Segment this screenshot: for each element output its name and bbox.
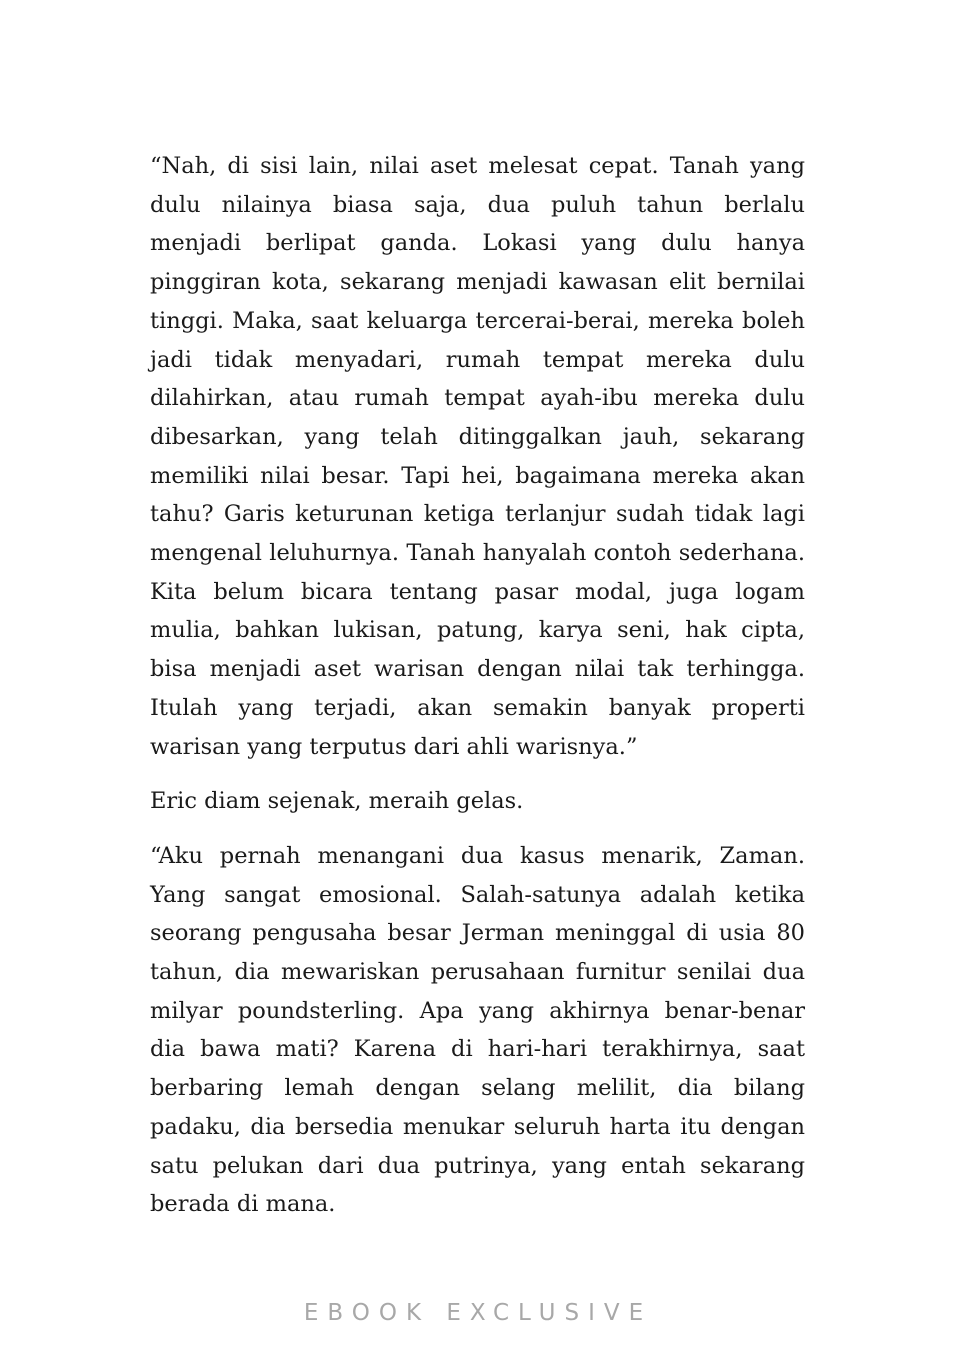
paragraph-2: Eric diam sejenak, meraih gelas. (150, 788, 524, 815)
footer-label: EBOOK EXCLUSIVE (303, 1300, 653, 1326)
paragraph-1: “Nah, di sisi lain, nilai aset melesat cepat. Tanah yang dulu nilainya biasa saja, dua puluh tahun berlalu menjadi berlipat ganda. Lokasi yang dulu hanya pinggiran kota, sekarang menjadi kawasan elit bernilai tinggi. Maka, saat keluarga tercerai-berai, mereka boleh jadi tidak menyadari, rumah tempat mereka dulu dilahirkan, atau rumah tempat ayah-ibu mereka dulu dibesarkan, yang telah ditinggalkan jauh, sekarang memiliki nilai besar. Tapi hei, bagaimana mereka akan tahu? Garis keturunan ketiga terlanjur sudah tidak lagi mengenal leluhurnya. Tanah hanyalah contoh sederhana. Kita belum bicara tentang pasar modal, juga logam mulia, bahkan lukisan, patung, karya seni, hak cipta, bisa menjadi aset warisan dengan nilai tak terhingga. Itulah yang terjadi, akan semakin banyak properti warisan yang terputus dari ahli warisnya.” (150, 153, 805, 760)
paragraph-3: “Aku pernah menangani dua kasus menarik, Zaman. Yang sangat emosional. Salah-satunya adalah ketika seorang pengusaha besar Jerman meninggal di usia 80 tahun, dia mewariskan perusahaan furnitur senilai dua milyar poundsterling. Apa yang akhirnya benar-benar dia bawa mati? Karena di hari-hari terakhirnya, saat berbaring lemah dengan selang melilit, dia bilang padaku, dia bersedia menukar seluruh harta itu dengan satu pelukan dari dua putrinya, yang entah sekarang berada di mana. (150, 842, 805, 1218)
body-text (150, 147, 805, 1240)
